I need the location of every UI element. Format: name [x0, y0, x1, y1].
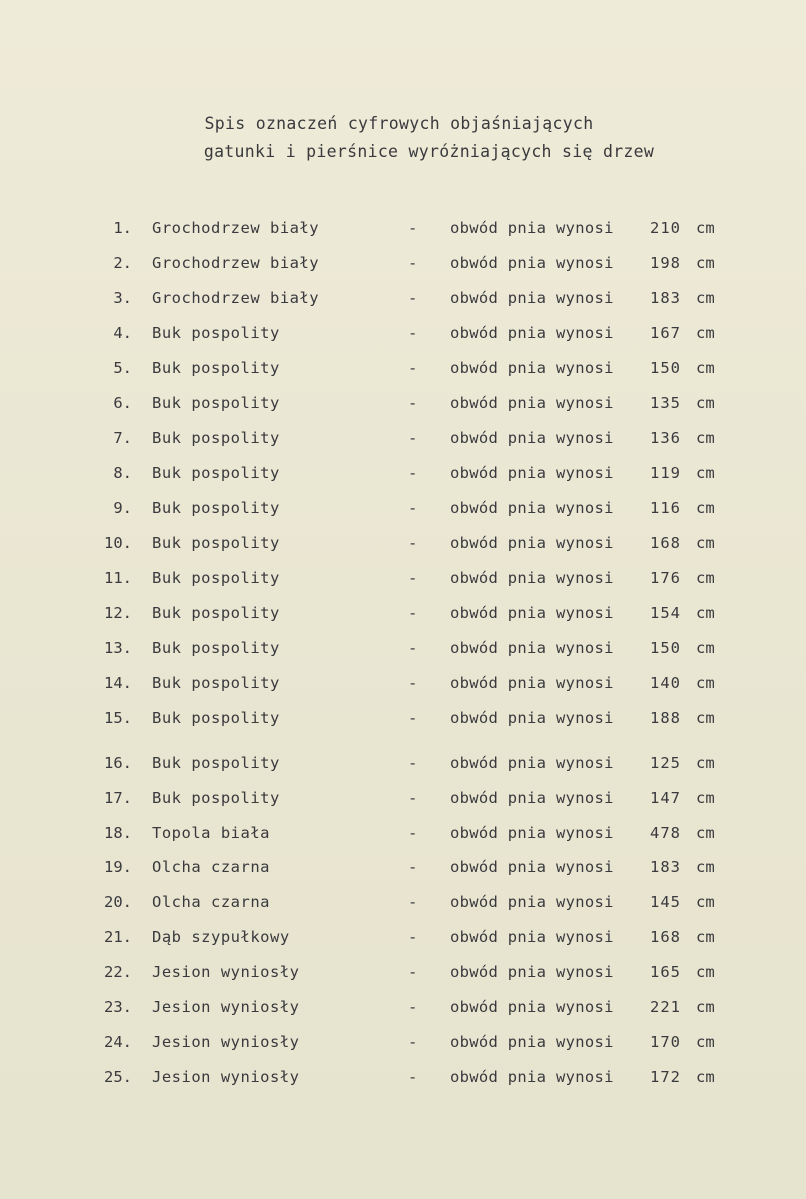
girth-description: obwód pnia wynosi [450, 824, 614, 842]
girth-description: obwód pnia wynosi [450, 754, 614, 772]
girth-unit: cm [696, 324, 715, 342]
girth-value: 135 [650, 394, 681, 412]
girth-value: 170 [650, 1033, 681, 1051]
girth-value: 147 [650, 789, 681, 807]
girth-unit: cm [696, 499, 715, 517]
separator-dash: - [408, 534, 418, 552]
species-name: Jesion wyniosły [152, 1033, 300, 1051]
tree-entry-row [0, 289, 806, 315]
girth-description: obwód pnia wynosi [450, 1068, 614, 1086]
girth-unit: cm [696, 928, 715, 946]
girth-description: obwód pnia wynosi [450, 789, 614, 807]
girth-unit: cm [696, 569, 715, 587]
separator-dash: - [408, 674, 418, 692]
separator-dash: - [408, 639, 418, 657]
entry-number: 11. [104, 569, 132, 587]
girth-description: obwód pnia wynosi [450, 639, 614, 657]
girth-unit: cm [696, 464, 715, 482]
separator-dash: - [408, 998, 418, 1016]
species-name: Buk pospolity [152, 394, 280, 412]
tree-entry-row [0, 499, 806, 525]
species-name: Buk pospolity [152, 464, 280, 482]
document-title-line-2: gatunki i pierśnice wyróżniających się drzew [203, 142, 655, 161]
species-name: Buk pospolity [152, 429, 280, 447]
girth-value: 150 [650, 359, 681, 377]
species-name: Olcha czarna [152, 858, 270, 876]
girth-description: obwód pnia wynosi [450, 963, 614, 981]
girth-value: 168 [650, 534, 681, 552]
species-name: Jesion wyniosły [152, 998, 300, 1016]
separator-dash: - [408, 754, 418, 772]
separator-dash: - [408, 499, 418, 517]
girth-description: obwód pnia wynosi [450, 858, 614, 876]
girth-unit: cm [696, 639, 715, 657]
tree-entry-row [0, 604, 806, 630]
species-name: Buk pospolity [152, 499, 280, 517]
entry-number: 1. [113, 219, 132, 237]
girth-value: 210 [650, 219, 681, 237]
girth-unit: cm [696, 394, 715, 412]
girth-value: 188 [650, 709, 681, 727]
separator-dash: - [408, 824, 418, 842]
girth-value: 165 [650, 963, 681, 981]
entry-number: 2. [113, 254, 132, 272]
tree-entry-row [0, 569, 806, 595]
entry-number: 23. [104, 998, 132, 1016]
girth-description: obwód pnia wynosi [450, 359, 614, 377]
tree-entry-row [0, 709, 806, 735]
separator-dash: - [408, 569, 418, 587]
species-name: Jesion wyniosły [152, 963, 300, 981]
girth-description: obwód pnia wynosi [450, 928, 614, 946]
girth-unit: cm [696, 789, 715, 807]
separator-dash: - [408, 324, 418, 342]
girth-value: 172 [650, 1068, 681, 1086]
girth-description: obwód pnia wynosi [450, 893, 614, 911]
girth-value: 176 [650, 569, 681, 587]
girth-value: 140 [650, 674, 681, 692]
tree-entry-row [0, 324, 806, 350]
species-name: Grochodrzew biały [152, 254, 320, 272]
tree-entry-row [0, 534, 806, 560]
girth-unit: cm [696, 534, 715, 552]
girth-value: 183 [650, 289, 681, 307]
tree-entry-row [0, 789, 806, 815]
girth-unit: cm [696, 893, 715, 911]
entry-number: 19. [104, 858, 132, 876]
girth-value: 116 [650, 499, 681, 517]
girth-unit: cm [696, 604, 715, 622]
girth-value: 221 [650, 998, 681, 1016]
species-name: Jesion wyniosły [152, 1068, 300, 1086]
separator-dash: - [408, 928, 418, 946]
species-name: Buk pospolity [152, 534, 280, 552]
tree-entry-row [0, 219, 806, 245]
entry-number: 4. [113, 324, 132, 342]
species-name: Olcha czarna [152, 893, 270, 911]
girth-description: obwód pnia wynosi [450, 394, 614, 412]
girth-description: obwód pnia wynosi [450, 569, 614, 587]
girth-unit: cm [696, 1033, 715, 1051]
girth-unit: cm [696, 359, 715, 377]
entry-number: 10. [104, 534, 132, 552]
tree-entry-row [0, 754, 806, 780]
tree-entry-row [0, 893, 806, 919]
tree-entry-row [0, 928, 806, 954]
entry-number: 6. [113, 394, 132, 412]
tree-entry-row [0, 824, 806, 850]
girth-unit: cm [696, 674, 715, 692]
species-name: Buk pospolity [152, 709, 280, 727]
girth-description: obwód pnia wynosi [450, 429, 614, 447]
girth-description: obwód pnia wynosi [450, 254, 614, 272]
species-name: Grochodrzew biały [152, 289, 320, 307]
separator-dash: - [408, 394, 418, 412]
species-name: Buk pospolity [152, 789, 280, 807]
entry-number: 17. [104, 789, 132, 807]
separator-dash: - [408, 429, 418, 447]
girth-value: 136 [650, 429, 681, 447]
entry-number: 12. [104, 604, 132, 622]
girth-value: 145 [650, 893, 681, 911]
species-name: Buk pospolity [152, 674, 280, 692]
entry-number: 25. [104, 1068, 132, 1086]
tree-entry-row [0, 998, 806, 1024]
girth-value: 167 [650, 324, 681, 342]
entry-number: 16. [104, 754, 132, 772]
girth-unit: cm [696, 858, 715, 876]
girth-value: 168 [650, 928, 681, 946]
separator-dash: - [408, 219, 418, 237]
girth-unit: cm [696, 254, 715, 272]
entry-number: 24. [104, 1033, 132, 1051]
separator-dash: - [408, 254, 418, 272]
separator-dash: - [408, 289, 418, 307]
entry-number: 20. [104, 893, 132, 911]
tree-entry-row [0, 639, 806, 665]
girth-description: obwód pnia wynosi [450, 534, 614, 552]
girth-value: 125 [650, 754, 681, 772]
tree-entry-row [0, 963, 806, 989]
entry-number: 9. [113, 499, 132, 517]
separator-dash: - [408, 963, 418, 981]
entry-number: 15. [104, 709, 132, 727]
separator-dash: - [408, 604, 418, 622]
entry-number: 7. [113, 429, 132, 447]
entry-number: 14. [104, 674, 132, 692]
girth-unit: cm [696, 219, 715, 237]
girth-value: 183 [650, 858, 681, 876]
separator-dash: - [408, 709, 418, 727]
separator-dash: - [408, 858, 418, 876]
separator-dash: - [408, 359, 418, 377]
girth-description: obwód pnia wynosi [450, 604, 614, 622]
separator-dash: - [408, 789, 418, 807]
separator-dash: - [408, 1068, 418, 1086]
species-name: Buk pospolity [152, 324, 280, 342]
girth-unit: cm [696, 824, 715, 842]
tree-entry-row [0, 359, 806, 385]
entry-number: 3. [113, 289, 132, 307]
document-title-line-1: Spis oznaczeń cyfrowych objaśniających [204, 114, 594, 133]
tree-entry-row [0, 254, 806, 280]
girth-value: 198 [650, 254, 681, 272]
separator-dash: - [408, 464, 418, 482]
tree-entry-row [0, 1033, 806, 1059]
tree-entry-row [0, 394, 806, 420]
separator-dash: - [408, 1033, 418, 1051]
girth-value: 119 [650, 464, 681, 482]
girth-description: obwód pnia wynosi [450, 709, 614, 727]
girth-unit: cm [696, 963, 715, 981]
girth-unit: cm [696, 289, 715, 307]
entry-number: 8. [113, 464, 132, 482]
entry-number: 22. [104, 963, 132, 981]
species-name: Buk pospolity [152, 754, 280, 772]
entry-number: 21. [104, 928, 132, 946]
girth-description: obwód pnia wynosi [450, 464, 614, 482]
girth-description: obwód pnia wynosi [450, 289, 614, 307]
tree-entry-row [0, 464, 806, 490]
girth-value: 154 [650, 604, 681, 622]
species-name: Buk pospolity [152, 604, 280, 622]
girth-unit: cm [696, 429, 715, 447]
girth-description: obwód pnia wynosi [450, 499, 614, 517]
entry-number: 13. [104, 639, 132, 657]
separator-dash: - [408, 893, 418, 911]
girth-unit: cm [696, 1068, 715, 1086]
species-name: Buk pospolity [152, 639, 280, 657]
girth-description: obwód pnia wynosi [450, 674, 614, 692]
girth-unit: cm [696, 709, 715, 727]
tree-entry-row [0, 429, 806, 455]
entry-number: 18. [104, 824, 132, 842]
girth-description: obwód pnia wynosi [450, 1033, 614, 1051]
species-name: Topola biała [152, 824, 270, 842]
girth-description: obwód pnia wynosi [450, 998, 614, 1016]
species-name: Buk pospolity [152, 569, 280, 587]
girth-value: 478 [650, 824, 681, 842]
species-name: Dąb szypułkowy [152, 928, 290, 946]
tree-entry-row [0, 1068, 806, 1094]
tree-entry-row [0, 674, 806, 700]
girth-description: obwód pnia wynosi [450, 324, 614, 342]
entry-number: 5. [113, 359, 132, 377]
tree-entry-row [0, 858, 806, 884]
species-name: Grochodrzew biały [152, 219, 320, 237]
girth-description: obwód pnia wynosi [450, 219, 614, 237]
species-name: Buk pospolity [152, 359, 280, 377]
girth-unit: cm [696, 998, 715, 1016]
girth-unit: cm [696, 754, 715, 772]
girth-value: 150 [650, 639, 681, 657]
